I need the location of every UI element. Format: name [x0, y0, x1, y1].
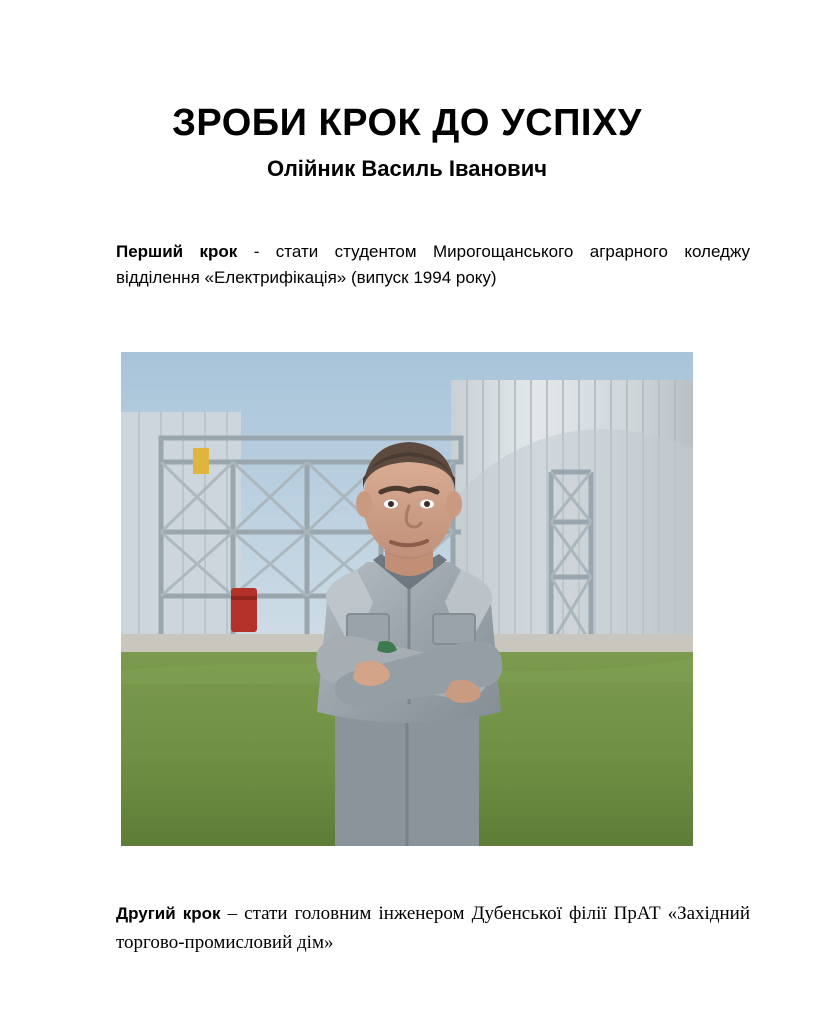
paragraph-first-step-lead: Перший крок — [116, 242, 238, 261]
paragraph-first-step — [116, 239, 750, 290]
portrait-photo — [121, 352, 693, 846]
paragraph-second-step-lead: Другий крок — [116, 904, 221, 923]
paragraph-first-step-text: - стати студентом Мирогощанського аграрного коледжу відділення «Електрифікація» (випуск 1994 року) — [116, 242, 751, 287]
paragraph-second-step — [116, 899, 750, 958]
paragraph-second-step-text: – стати головним інженером Дубенської філії ПрАТ «Західний торгово-промисловий дім» — [116, 903, 751, 954]
page-subtitle: Олійник Василь Іванович — [267, 156, 547, 182]
page-title: ЗРОБИ КРОК ДО УСПІХУ — [172, 102, 642, 145]
portrait-photo-illustration — [121, 352, 693, 846]
